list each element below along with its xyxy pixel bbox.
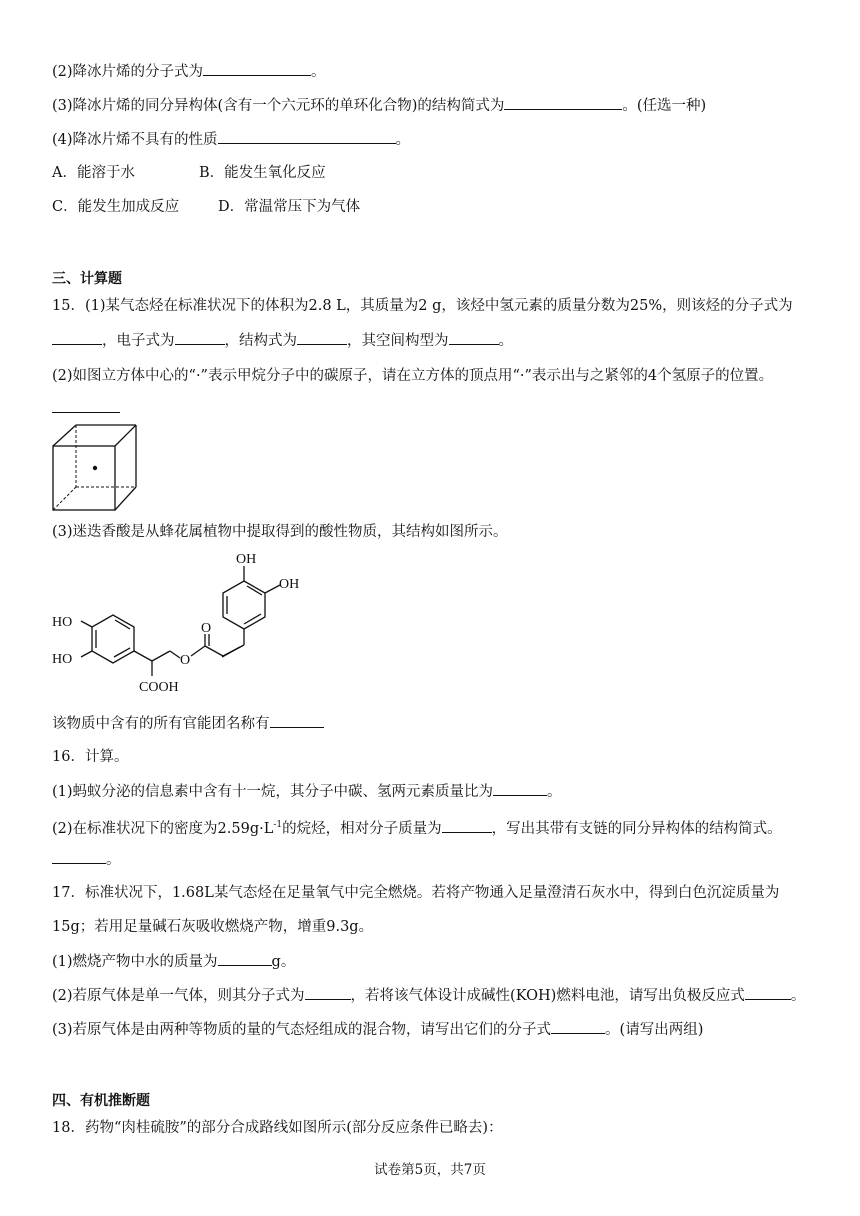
answer-blank[interactable] bbox=[203, 61, 311, 76]
answer-blank[interactable] bbox=[305, 985, 351, 1000]
q17-part2: (2)若原气体是单一气体，则其分子式为 ，若将该气体设计成碱性(KOH)燃料电池，请写出负极反应式 。 bbox=[52, 985, 805, 1006]
q17-line1: 17．标准状况下，1.68L某气态烃在足量氧气中完全燃烧。若将产物通入足量澄清石灰水中，得到白色沉淀质量为 bbox=[52, 885, 780, 901]
answer-blank[interactable] bbox=[52, 849, 106, 864]
q15-line1: 15．(1)某气态烃在标准状况下的体积为2.8 L，其质量为2 g，该烃中氢元素的质量分数为25%，则该烃的分子式为 bbox=[52, 298, 793, 314]
q14-part3: (3)降冰片烯的同分异构体(含有一个六元环的单环化合物)的结构简式为 。(任选一种) bbox=[52, 95, 706, 116]
answer-blank[interactable] bbox=[449, 330, 499, 345]
q16-part1: (1)蚂蚁分泌的信息素中含有十一烷，其分子中碳、氢两元素质量比为 。 bbox=[52, 781, 562, 802]
q14-options-ab bbox=[52, 163, 326, 183]
option-b[interactable]: B．能发生氧化反应 bbox=[199, 165, 326, 181]
q16-title: 16．计算。 bbox=[52, 749, 129, 765]
q17-line2: 15g；若用足量碱石灰吸收燃烧产物，增重9.3g。 bbox=[52, 919, 374, 935]
section-title-organic-inference: 四、有机推断题 bbox=[52, 1093, 150, 1109]
ester-oxygen-label: O bbox=[180, 653, 191, 668]
answer-blank[interactable] bbox=[504, 95, 622, 110]
option-a[interactable]: A．能溶于水 bbox=[52, 165, 135, 181]
q15-line2: ，电子式为 ，结构式为 ，其空间构型为 。 bbox=[52, 330, 513, 351]
q14-part2: (2)降冰片烯的分子式为 。 bbox=[52, 61, 326, 82]
answer-blank[interactable] bbox=[442, 818, 492, 833]
carbon-atom-dot bbox=[93, 466, 97, 470]
q15-part2: (2)如图立方体中心的“·”表示甲烷分子中的碳原子，请在立方体的顶点用“·”表示出与之紧邻的4个氢原子的位置。 bbox=[52, 368, 774, 384]
answer-blank[interactable] bbox=[52, 398, 120, 413]
section-title-calc: 三、计算题 bbox=[52, 271, 122, 287]
rosmarinic-acid-structure bbox=[48, 550, 318, 700]
carbonyl-oxygen-label: O bbox=[201, 621, 212, 636]
q16-part2-blank: 。 bbox=[52, 849, 121, 870]
answer-blank[interactable] bbox=[270, 713, 324, 728]
hydroxyl-label: OH bbox=[236, 552, 257, 567]
carboxyl-label: COOH bbox=[139, 680, 179, 695]
q15-part3-question: 该物质中含有的所有官能团名称有 bbox=[52, 713, 324, 734]
page-footer: 试卷第5页，共7页 bbox=[374, 1162, 486, 1178]
answer-blank[interactable] bbox=[52, 330, 102, 345]
option-d[interactable]: D．常温常压下为气体 bbox=[218, 199, 361, 215]
answer-blank[interactable] bbox=[493, 781, 547, 796]
hydroxyl-label: HO bbox=[52, 652, 73, 667]
q15-part3: (3)迷迭香酸是从蜂花属植物中提取得到的酸性物质，其结构如图所示。 bbox=[52, 524, 508, 540]
hydroxyl-label: HO bbox=[52, 615, 73, 630]
answer-blank[interactable] bbox=[297, 330, 347, 345]
answer-blank[interactable] bbox=[551, 1019, 605, 1034]
answer-blank[interactable] bbox=[218, 129, 396, 144]
q16-part2: (2)在标准状况下的密度为$2.59g\cdot L^{-1}$的烷烃，相对分子质量为 ，写出其带有支链的同分异构体的结构简式。 bbox=[52, 815, 782, 839]
answer-blank[interactable] bbox=[175, 330, 225, 345]
option-c[interactable]: C．能发生加成反应 bbox=[52, 199, 180, 215]
q14-options-cd bbox=[52, 197, 360, 217]
answer-blank[interactable] bbox=[218, 951, 272, 966]
answer-blank[interactable] bbox=[745, 985, 791, 1000]
q15-part2-blank bbox=[52, 398, 120, 419]
methane-cube-figure bbox=[50, 422, 142, 514]
q14-part4: (4)降冰片烯不具有的性质 。 bbox=[52, 129, 410, 150]
hydroxyl-label: OH bbox=[279, 577, 300, 592]
q17-part3: (3)若原气体是由两种等物质的量的气态烃组成的混合物，请写出它们的分子式 。(请写出两组) bbox=[52, 1019, 703, 1040]
q18-line1: 18．药物“肉桂硫胺”的部分合成路线如图所示(部分反应条件已略去)： bbox=[52, 1120, 503, 1136]
q17-part1: (1)燃烧产物中水的质量为 g。 bbox=[52, 951, 295, 972]
